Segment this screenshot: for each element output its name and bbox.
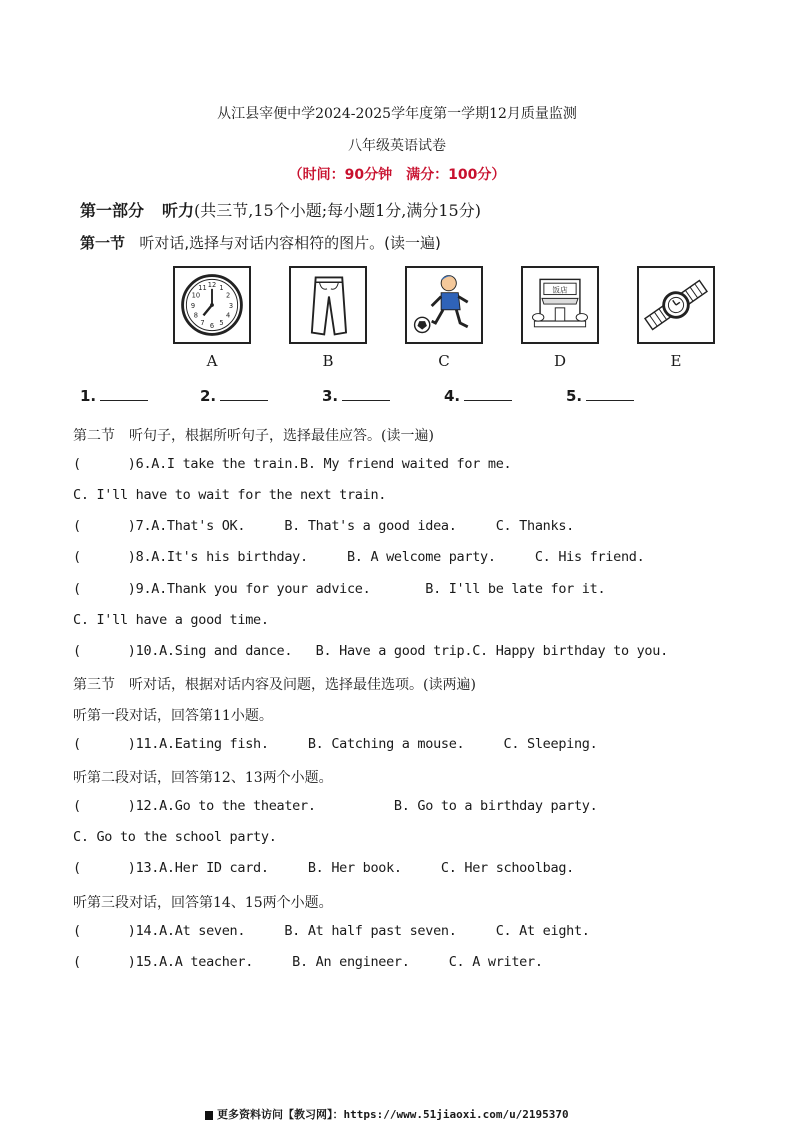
question-line: ( )15.A.A teacher. B. An engineer. C. A writer.	[73, 953, 543, 970]
question-line: C. I'll have to wait for the next train.	[73, 487, 387, 504]
section1-name: 第一节	[80, 234, 126, 252]
picture-label-e: E	[670, 352, 682, 370]
svg-text:4: 4	[226, 311, 231, 320]
flag-icon	[205, 1111, 213, 1120]
answer-blank-1[interactable]: 1.	[80, 386, 148, 405]
restaurant-icon	[523, 268, 597, 342]
svg-text:11: 11	[198, 283, 207, 292]
part1-desc: (共三节,15个小题;每小题1分,满分15分)	[194, 201, 481, 220]
svg-text:2: 2	[226, 291, 231, 300]
picture-label-b: B	[322, 352, 334, 370]
part1-heading	[80, 198, 481, 221]
answer-blank-2[interactable]: 2.	[200, 386, 268, 405]
question-line: ( )9.A.Thank you for your advice. B. I'll be late for it.	[73, 580, 606, 597]
section-instruction-line: 第二节 听句子，根据所听句子，选择最佳应答。(读一遍)	[73, 428, 434, 444]
svg-text:3: 3	[228, 301, 234, 310]
question-line: ( )13.A.Her ID card. B. Her book. C. Her schoolbag.	[73, 860, 574, 877]
question-line: ( )11.A.Eating fish. B. Catching a mouse. C. Sleeping.	[73, 736, 598, 752]
pants-icon	[291, 268, 365, 342]
question-line: ( )7.A.That's OK. B. That's a good idea. C. Thanks.	[73, 518, 574, 535]
picture-a	[173, 266, 251, 344]
picture-c	[405, 266, 483, 344]
section-instruction-line: 听第二段对话，回答第12、13两个小题。	[73, 770, 333, 787]
svg-text:1: 1	[219, 283, 224, 292]
section1-heading	[80, 232, 441, 253]
svg-text:7: 7	[200, 318, 205, 327]
svg-text:10: 10	[191, 291, 201, 300]
section-instruction-line: 第三节 听对话，根据对话内容及问题，选择最佳选项。(读两遍)	[73, 676, 476, 693]
picture-e	[637, 266, 715, 344]
picture-label-d: D	[553, 352, 567, 370]
svg-text:12: 12	[207, 280, 217, 289]
question-line: C. I'll have a good time.	[73, 611, 269, 628]
answer-blank-5[interactable]: 5.	[566, 386, 634, 405]
svg-text:9: 9	[190, 301, 196, 310]
question-line: ( )12.A.Go to the theater. B. Go to a birthday party.	[73, 798, 598, 815]
restaurant-sign: 饭店	[552, 285, 568, 295]
part1-name: 第一部分	[80, 201, 145, 220]
part1-label: 听力	[162, 201, 195, 220]
exam-title: 从江县宰便中学2024-2025学年度第一学期12月质量监测	[217, 106, 577, 122]
footer-text: 更多资料访问【教习网】：https://www.51jiaoxi.com/u/2195370	[217, 1108, 569, 1121]
watch-icon	[639, 268, 713, 342]
svg-text:8: 8	[193, 311, 198, 320]
question-line: ( )8.A.It's his birthday. B. A welcome party. C. His friend.	[73, 549, 645, 566]
svg-text:6: 6	[209, 321, 215, 330]
question-line: ( )6.A.I take the train.B. My friend waited for me.	[73, 456, 512, 473]
section-instruction-line: 听第一段对话，回答第11小题。	[73, 707, 273, 724]
answer-blank-4[interactable]: 4.	[444, 386, 512, 405]
picture-label-c: C	[438, 352, 450, 370]
answer-blank-3[interactable]: 3.	[322, 386, 390, 405]
question-line: ( )14.A.At seven. B. At half past seven. C. At eight.	[73, 922, 590, 939]
clock-icon	[175, 268, 249, 342]
section1-instruction: 听对话,选择与对话内容相符的图片。(读一遍)	[139, 234, 441, 252]
time-info: （时间：90分钟 满分：100分）	[288, 167, 506, 183]
question-line: C. Go to the school party.	[73, 829, 277, 846]
exam-subtitle: 八年级英语试卷	[348, 138, 446, 154]
picture-d	[521, 266, 599, 344]
svg-text:5: 5	[219, 318, 224, 327]
footer	[205, 1106, 569, 1122]
question-line: ( )10.A.Sing and dance. B. Have a good trip.C. Happy birthday to you.	[73, 642, 668, 659]
picture-label-a: A	[206, 352, 218, 370]
soccer-player-icon	[407, 268, 481, 342]
section-instruction-line: 听第三段对话，回答第14、15两个小题。	[73, 894, 333, 911]
picture-b	[289, 266, 367, 344]
